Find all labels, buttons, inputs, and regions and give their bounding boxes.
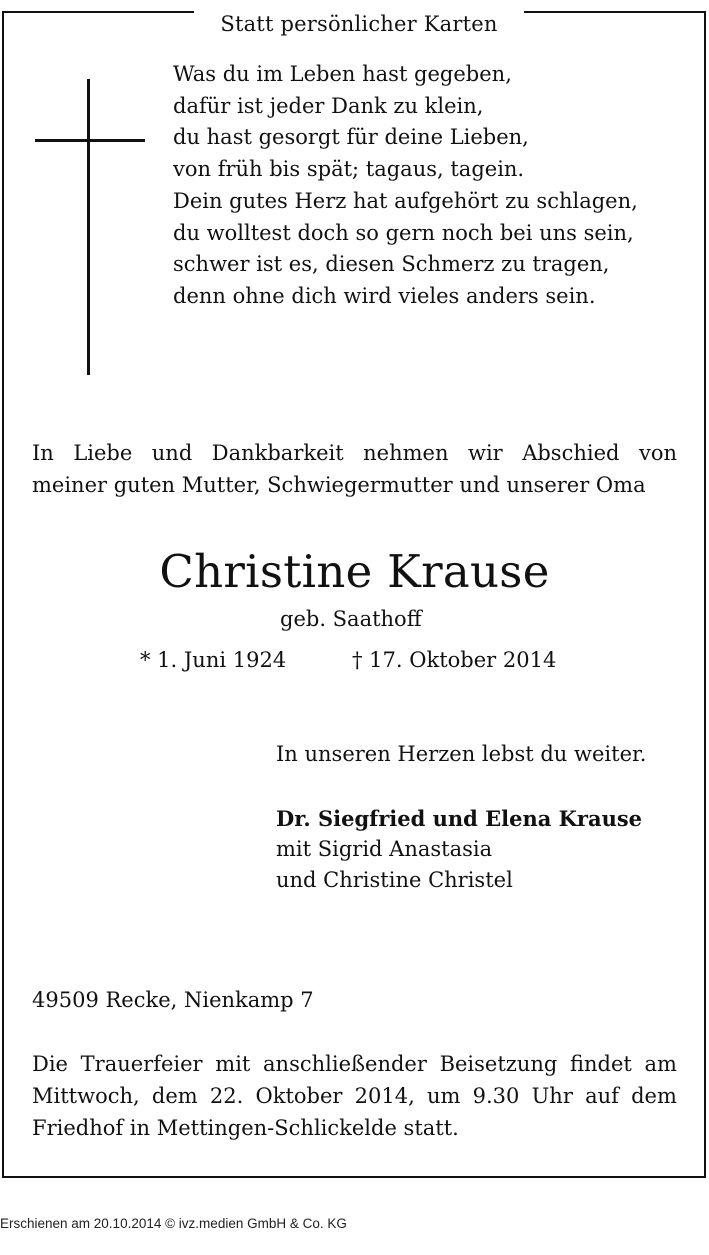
- intro-word: von: [638, 441, 677, 465]
- funeral-word: dem: [631, 1084, 677, 1108]
- maiden-name: geb. Saathoff: [280, 607, 422, 631]
- funeral-word: Mittwoch,: [32, 1084, 140, 1108]
- intro-word: nehmen: [363, 441, 449, 465]
- poem-line: Was du im Leben hast gegeben,: [173, 62, 512, 86]
- funeral-word: findet: [570, 1052, 632, 1076]
- funeral-word: am: [644, 1052, 677, 1076]
- funeral-line-3: Friedhof in Mettingen-Schlickelde statt.: [32, 1116, 459, 1140]
- intro-word: Liebe: [73, 441, 133, 465]
- mourners: [276, 803, 642, 896]
- poem-line: du hast gesorgt für deine Lieben,: [173, 125, 529, 150]
- intro-word: In: [32, 441, 54, 465]
- intro-text: [32, 437, 677, 501]
- poem: [173, 59, 688, 313]
- cross-horizontal-bar: [35, 139, 145, 142]
- motto: In unseren Herzen lebst du weiter.: [276, 742, 647, 766]
- funeral-notice: [32, 1048, 677, 1144]
- publication-footer: Erschienen am 20.10.2014 © ivz.medien GmbH & Co. KG: [0, 1216, 347, 1231]
- intro-word: Dankbarkeit: [211, 441, 344, 465]
- intro-line-1: [32, 437, 677, 469]
- poem-line: denn ohne dich wird vieles anders sein.: [173, 283, 596, 308]
- funeral-word: dem: [151, 1084, 198, 1108]
- cross-vertical-bar: [87, 79, 90, 375]
- funeral-word: 2014,: [354, 1084, 415, 1108]
- poem-line: von früh bis spät; tagaus, tagein.: [173, 157, 525, 182]
- funeral-word: um: [426, 1084, 461, 1108]
- funeral-word: Beisetzung: [439, 1052, 558, 1076]
- intro-word: Abschied: [522, 441, 620, 465]
- intro-line-2: meiner guten Mutter, Schwiegermutter und unserer Oma: [32, 473, 646, 497]
- funeral-word: Uhr: [531, 1084, 573, 1108]
- poem-line: du wolltest doch so gern noch bei uns sein,: [173, 220, 634, 245]
- funeral-word: auf: [585, 1084, 619, 1108]
- death-date: † 17. Oktober 2014: [352, 648, 557, 672]
- funeral-word: 22.: [209, 1084, 244, 1108]
- intro-word: wir: [467, 441, 503, 465]
- funeral-word: 9.30: [472, 1084, 520, 1108]
- funeral-word: Oktober: [255, 1084, 343, 1108]
- poem-line: schwer ist es, diesen Schmerz zu tragen,: [173, 252, 610, 277]
- funeral-word: Trauerfeier: [80, 1052, 203, 1076]
- address: 49509 Recke, Nienkamp 7: [32, 988, 314, 1012]
- mourners-line: mit Sigrid Anastasia: [276, 837, 493, 861]
- mourners-main: Dr. Siegfried und Elena Krause: [276, 806, 643, 831]
- poem-line: dafür ist jeder Dank zu klein,: [173, 93, 484, 118]
- birth-date: * 1. Juni 1924: [140, 648, 287, 672]
- intro-word: und: [151, 441, 193, 465]
- frame-title: Statt persönlicher Karten: [194, 11, 524, 37]
- funeral-word: anschließender: [263, 1052, 427, 1076]
- funeral-word: Die: [32, 1052, 68, 1076]
- funeral-word: mit: [215, 1052, 251, 1076]
- deceased-name: Christine Krause: [159, 545, 550, 598]
- mourners-line: und Christine Christel: [276, 868, 513, 892]
- poem-line: Dein gutes Herz hat aufgehört zu schlagen,: [173, 188, 638, 213]
- funeral-line-1: [32, 1048, 677, 1080]
- funeral-line-2: [32, 1080, 677, 1112]
